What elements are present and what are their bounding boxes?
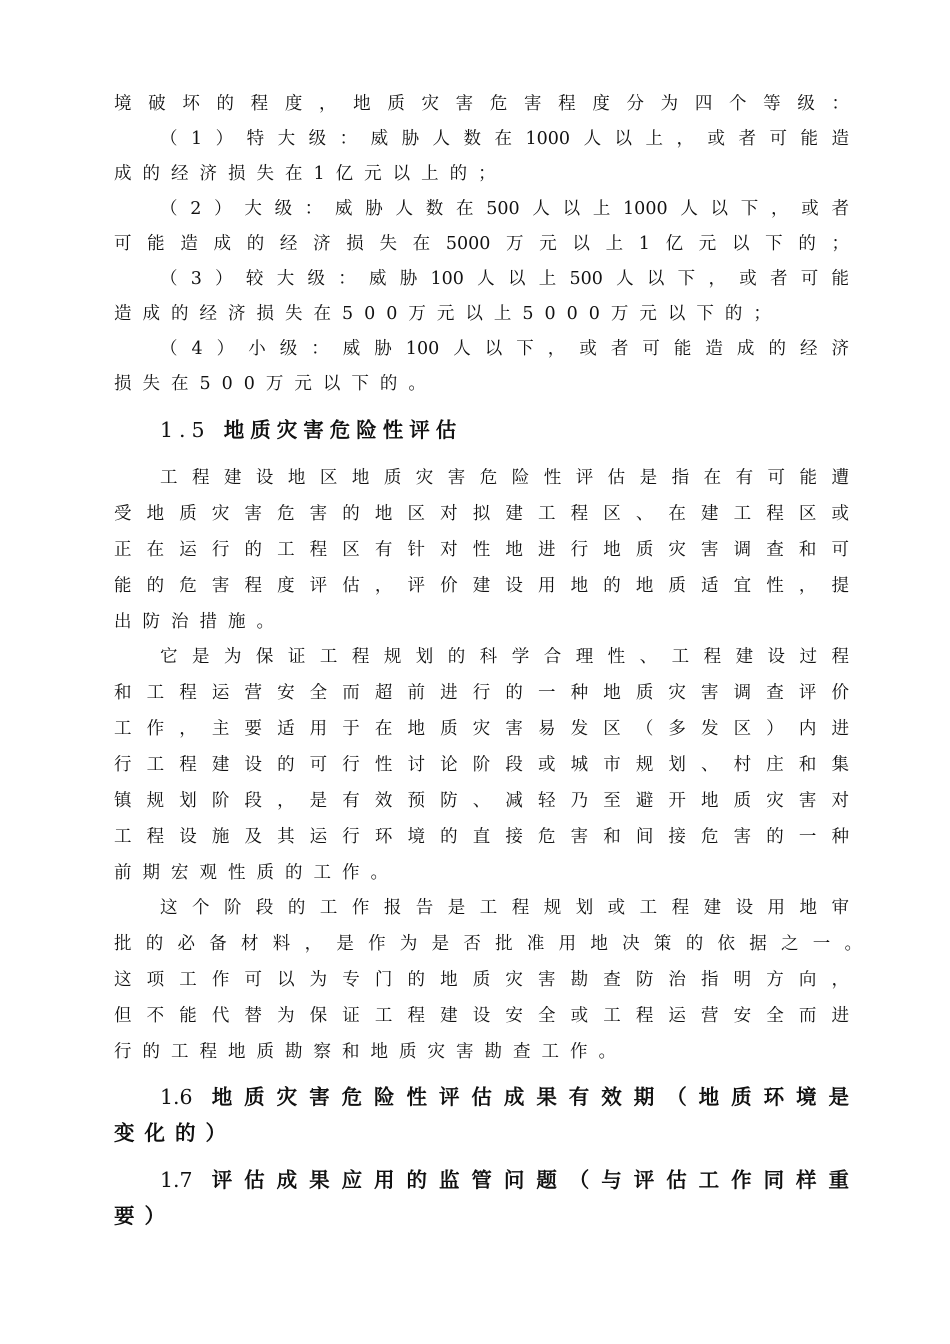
grade-1-line: （1）特大级：威胁人数在1000人以上，或者可能造 — [160, 129, 849, 149]
section-number: 1.6 — [160, 1085, 193, 1109]
para3-line: 但不能代替为保证工程建设安全或工程运营安全而进 — [114, 1006, 849, 1026]
grade-4-line-cont: 损失在500万元以下的。 — [114, 374, 437, 394]
grade-4-line: （4）小级：威胁100人以下，或者可能造成的经济 — [160, 339, 849, 359]
section-number: 1.7 — [160, 1168, 193, 1192]
grade-1-line-cont: 成的经济损失在1亿元以上的； — [114, 164, 507, 184]
para3-line: 行的工程地质勘察和地质灾害勘查工作。 — [114, 1042, 627, 1062]
para2-line: 它是为保证工程规划的科学合理性、工程建设过程 — [160, 647, 849, 667]
text-line: 境破坏的程度，地质灾害危害程度分为四个等级： — [114, 94, 849, 114]
para1-line: 正在运行的工程区有针对性地进行地质灾害调查和可 — [114, 540, 849, 560]
para1-line: 出防治措施。 — [114, 612, 285, 632]
para3-line: 批的必备材料，是作为是否批准用地决策的依据之一。 — [114, 934, 862, 954]
grade-2-line: （2）大级：威胁人数在500人以上1000人以下，或者 — [160, 199, 849, 219]
section-heading-1-7 — [160, 1165, 849, 1195]
section-heading-1-5 — [160, 415, 462, 445]
section-heading-1-6-cont: 变化的） — [114, 1121, 236, 1145]
section-heading-1-7-cont: 要） — [114, 1204, 175, 1228]
para2-line: 和工程运营安全而超前进行的一种地质灾害调查评价 — [114, 683, 849, 703]
para2-line: 工作，主要适用于在地质灾害易发区（多发区）内进 — [114, 719, 849, 739]
para1-line: 工程建设地区地质灾害危险性评估是指在有可能遭 — [160, 468, 849, 488]
para2-line: 行工程建设的可行性讨论阶段或城市规划、村庄和集 — [114, 755, 849, 775]
section-title: 地质灾害危险性评估成果有效期（地质环境是 — [211, 1085, 850, 1109]
section-title: 地质灾害危险性评估 — [223, 418, 463, 442]
grade-3-line-cont: 造成的经济损失在500万元以上5000万元以下的； — [114, 304, 782, 324]
para2-line: 前期宏观性质的工作。 — [114, 863, 399, 883]
para2-line: 镇规划阶段，是有效预防、减轻乃至避开地质灾害对 — [114, 791, 849, 811]
para1-line: 受地质灾害危害的地区对拟建工程区、在建工程区或 — [114, 504, 849, 524]
para3-line: 这个阶段的工作报告是工程规划或工程建设用地审 — [160, 898, 849, 918]
section-heading-1-6 — [160, 1082, 849, 1112]
para2-line: 工程设施及其运行环境的直接危害和间接危害的一种 — [114, 827, 849, 847]
section-number: 1.5 — [160, 418, 211, 442]
grade-2-line-cont: 可能造成的经济损失在5000万元以上1亿元以下的； — [114, 234, 849, 254]
para1-line: 能的危害程度评估，评价建设用地的地质适宜性，提 — [114, 576, 849, 596]
grade-3-line: （3）较大级：威胁100人以上500人以下，或者可能 — [160, 269, 849, 289]
para3-line: 这项工作可以为专门的地质灾害勘查防治指明方向， — [114, 970, 849, 990]
section-title: 评估成果应用的监管问题（与评估工作同样重 — [211, 1168, 850, 1192]
